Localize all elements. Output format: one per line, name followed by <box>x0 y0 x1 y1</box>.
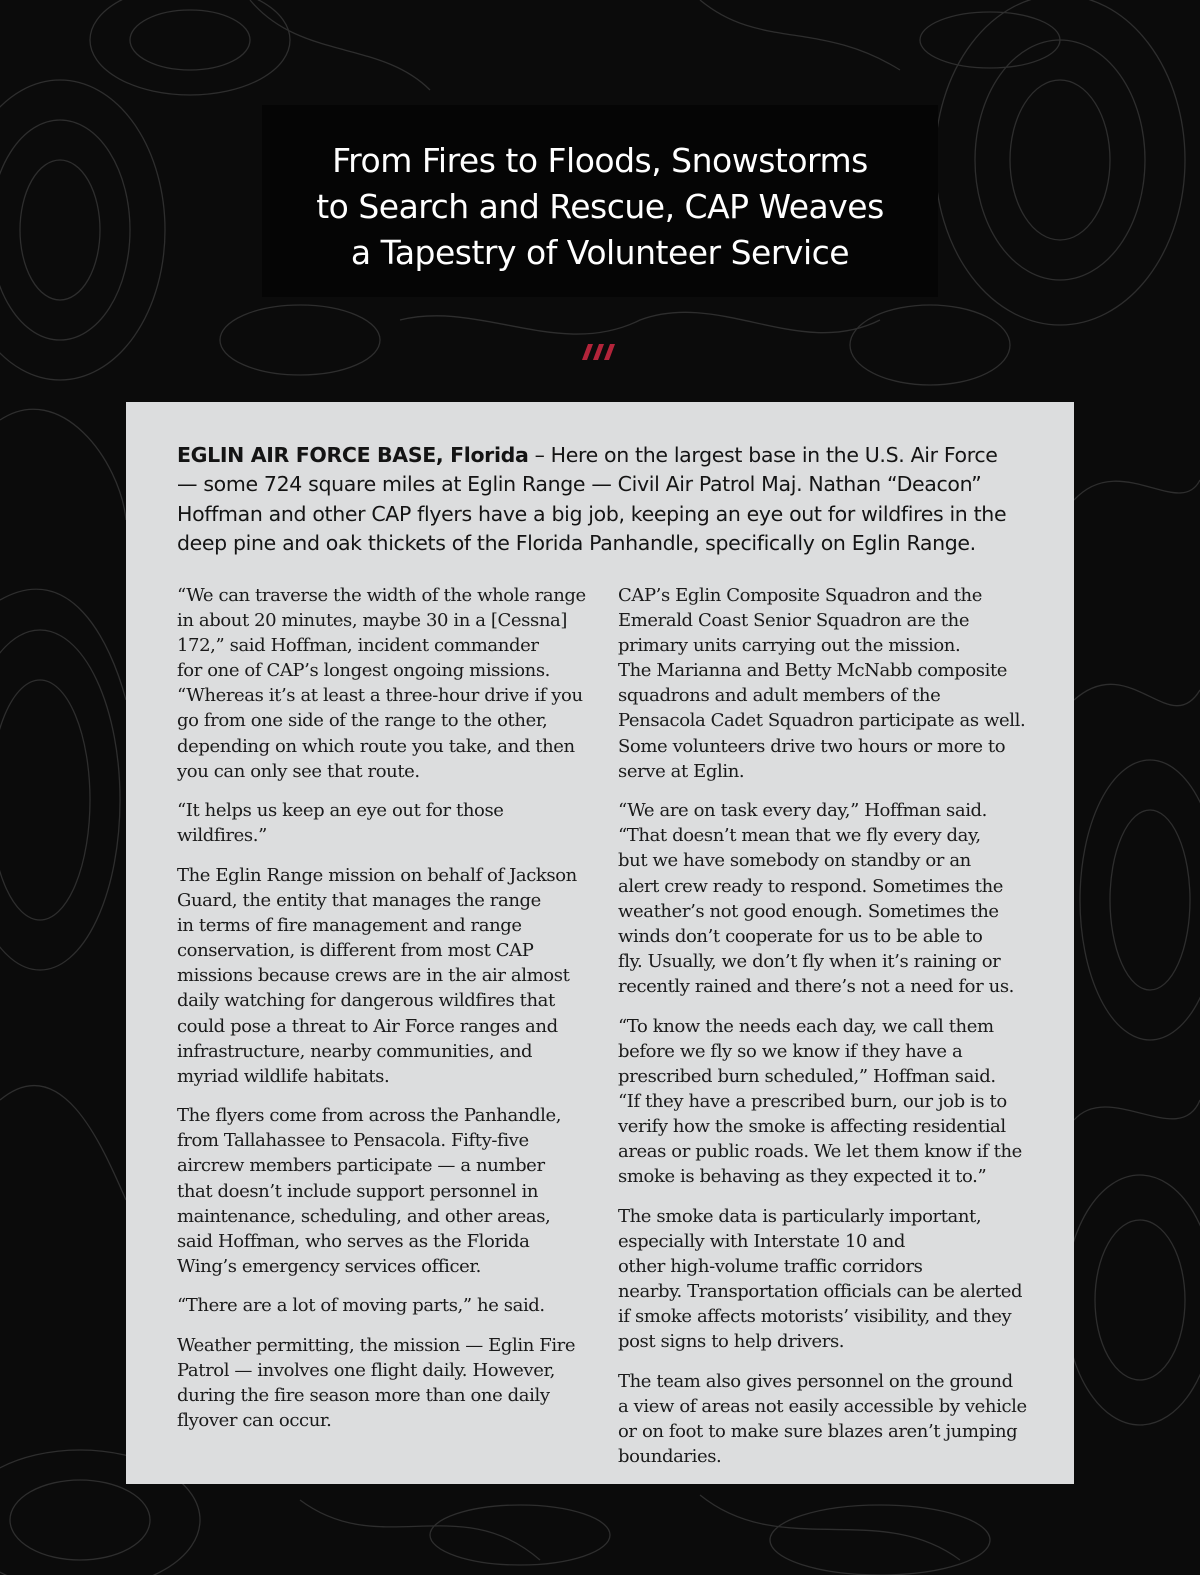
text-line: boundaries. <box>618 1446 722 1467</box>
text-line: conservation, is different from most CAP <box>177 940 534 962</box>
text-line: could pose a threat to Air Force ranges and <box>177 1015 558 1037</box>
text-line: maintenance, scheduling, and other areas, <box>177 1205 551 1227</box>
text-line: serve at Eglin. <box>618 760 745 782</box>
text-line: winds don’t cooperate for us to be able to <box>618 925 983 947</box>
title-line: a Tapestry of Volunteer Service <box>350 233 850 272</box>
text-line: “Whereas it’s at least a three-hour drive if you <box>177 685 583 707</box>
text-line: depending on which route you take, and then <box>177 735 575 757</box>
dateline: EGLIN AIR FORCE BASE, Florida <box>177 443 529 467</box>
text-line: “To know the needs each day, we call them <box>618 1015 994 1037</box>
text-line: other high-volume traffic corridors <box>618 1255 923 1277</box>
body-paragraph <box>618 1204 1036 1355</box>
text-line: in about 20 minutes, maybe 30 in a [Cessna] <box>177 610 567 632</box>
text-line: missions because crews are in the air almost <box>177 965 570 987</box>
text-line: that doesn’t include support personnel in <box>177 1180 539 1202</box>
text-line: Wing’s emergency services officer. <box>177 1255 481 1277</box>
text-line: aircrew members participate — a number <box>177 1155 545 1177</box>
text-line: infrastructure, nearby communities, and <box>177 1040 533 1062</box>
article-title <box>262 138 938 276</box>
text-line: The Eglin Range mission on behalf of Jackson <box>177 864 577 886</box>
lede-line: Hoffman and other CAP flyers have a big job, keeping an eye out for wildfires in the <box>177 501 1007 526</box>
text-line: go from one side of the range to the other, <box>177 710 548 732</box>
text-line: if smoke affects motorists’ visibility, and they <box>618 1306 1012 1328</box>
text-line: smoke is behaving as they expected it to.” <box>618 1166 987 1188</box>
text-line: or on foot to make sure blazes aren’t jumping <box>618 1420 1018 1442</box>
text-line: The smoke data is particularly important, <box>618 1205 982 1227</box>
text-line: for one of CAP’s longest ongoing missions. <box>177 660 550 682</box>
text-line: fly. Usually, we don’t fly when it’s raining or <box>618 950 1001 972</box>
article-lede <box>177 441 1037 558</box>
text-line: wildfires.” <box>177 825 267 847</box>
text-line: The team also gives personnel on the ground <box>618 1370 1013 1392</box>
text-line: Emerald Coast Senior Squadron are the <box>618 610 970 632</box>
text-line: a view of areas not easily accessible by vehicle <box>618 1395 1027 1417</box>
title-line: to Search and Rescue, CAP Weaves <box>316 187 884 226</box>
text-line: Patrol — involves one flight daily. However, <box>177 1360 556 1382</box>
text-line: you can only see that route. <box>177 760 420 782</box>
text-line: daily watching for dangerous wildfires that <box>177 990 555 1012</box>
lede-line: – Here on the largest base in the U.S. Air Force <box>528 443 998 467</box>
triple-slash-icon <box>582 344 618 360</box>
text-line: weather’s not good enough. Sometimes the <box>618 900 999 922</box>
text-line: recently rained and there’s not a need for us. <box>618 975 1014 997</box>
text-line: post signs to help drivers. <box>618 1331 845 1353</box>
body-paragraph <box>177 863 595 1089</box>
text-line: primary units carrying out the mission. <box>618 635 961 657</box>
body-paragraph <box>618 1014 1036 1190</box>
lede-line: — some 724 square miles at Eglin Range — Civil Air Patrol Maj. Nathan “Deacon” <box>177 472 982 497</box>
text-line: flyover can occur. <box>177 1410 332 1432</box>
text-line: but we have somebody on standby or an <box>618 850 971 872</box>
text-line: “We are on task every day,” Hoffman said. <box>618 800 987 822</box>
text-line: nearby. Transportation officials can be alerted <box>618 1280 1023 1302</box>
body-paragraph <box>177 583 595 784</box>
text-line: Pensacola Cadet Squadron participate as well. <box>618 710 1026 732</box>
text-line: “It helps us keep an eye out for those <box>177 800 504 822</box>
text-line: The flyers come from across the Panhandle, <box>177 1105 562 1127</box>
text-line: myriad wildlife habitats. <box>177 1065 390 1087</box>
text-line: alert crew ready to respond. Sometimes the <box>618 875 1004 897</box>
left-column <box>177 583 595 1448</box>
body-paragraph <box>177 1293 595 1318</box>
text-line: “If they have a prescribed burn, our job is to <box>618 1090 1007 1112</box>
body-paragraph <box>177 1103 595 1279</box>
text-line: CAP’s Eglin Composite Squadron and the <box>618 585 982 606</box>
text-line: The Marianna and Betty McNabb composite <box>618 660 1008 682</box>
text-line: “There are a lot of moving parts,” he said. <box>177 1295 545 1317</box>
text-line: from Tallahassee to Pensacola. Fifty-five <box>177 1130 529 1152</box>
title-line: From Fires to Floods, Snowstorms <box>332 141 868 180</box>
text-line: especially with Interstate 10 and <box>618 1230 906 1252</box>
body-paragraph <box>177 798 595 848</box>
lede-line: deep pine and oak thickets of the Florida Panhandle, specifically on Eglin Range. <box>177 530 976 555</box>
body-paragraph <box>177 1333 595 1433</box>
body-paragraph <box>618 583 1036 784</box>
text-line: 172,” said Hoffman, incident commander <box>177 635 539 657</box>
text-line: during the fire season more than one daily <box>177 1385 550 1407</box>
text-line: “We can traverse the width of the whole range <box>177 585 586 606</box>
text-line: squadrons and adult members of the <box>618 685 941 707</box>
body-paragraph <box>618 1369 1036 1469</box>
text-line: “That doesn’t mean that we fly every day, <box>618 825 981 847</box>
text-line: prescribed burn scheduled,” Hoffman said. <box>618 1065 996 1087</box>
text-line: in terms of fire management and range <box>177 915 522 937</box>
text-line: said Hoffman, who serves as the Florida <box>177 1230 530 1252</box>
text-line: Guard, the entity that manages the range <box>177 890 541 912</box>
text-line: Some volunteers drive two hours or more to <box>618 735 1006 757</box>
text-line: verify how the smoke is affecting residential <box>618 1115 1006 1137</box>
text-line: before we fly so we know if they have a <box>618 1040 963 1062</box>
text-line: Weather permitting, the mission — Eglin Fire <box>177 1335 576 1357</box>
body-paragraph <box>618 798 1036 999</box>
text-line: areas or public roads. We let them know if the <box>618 1140 1022 1162</box>
right-column <box>618 583 1036 1484</box>
